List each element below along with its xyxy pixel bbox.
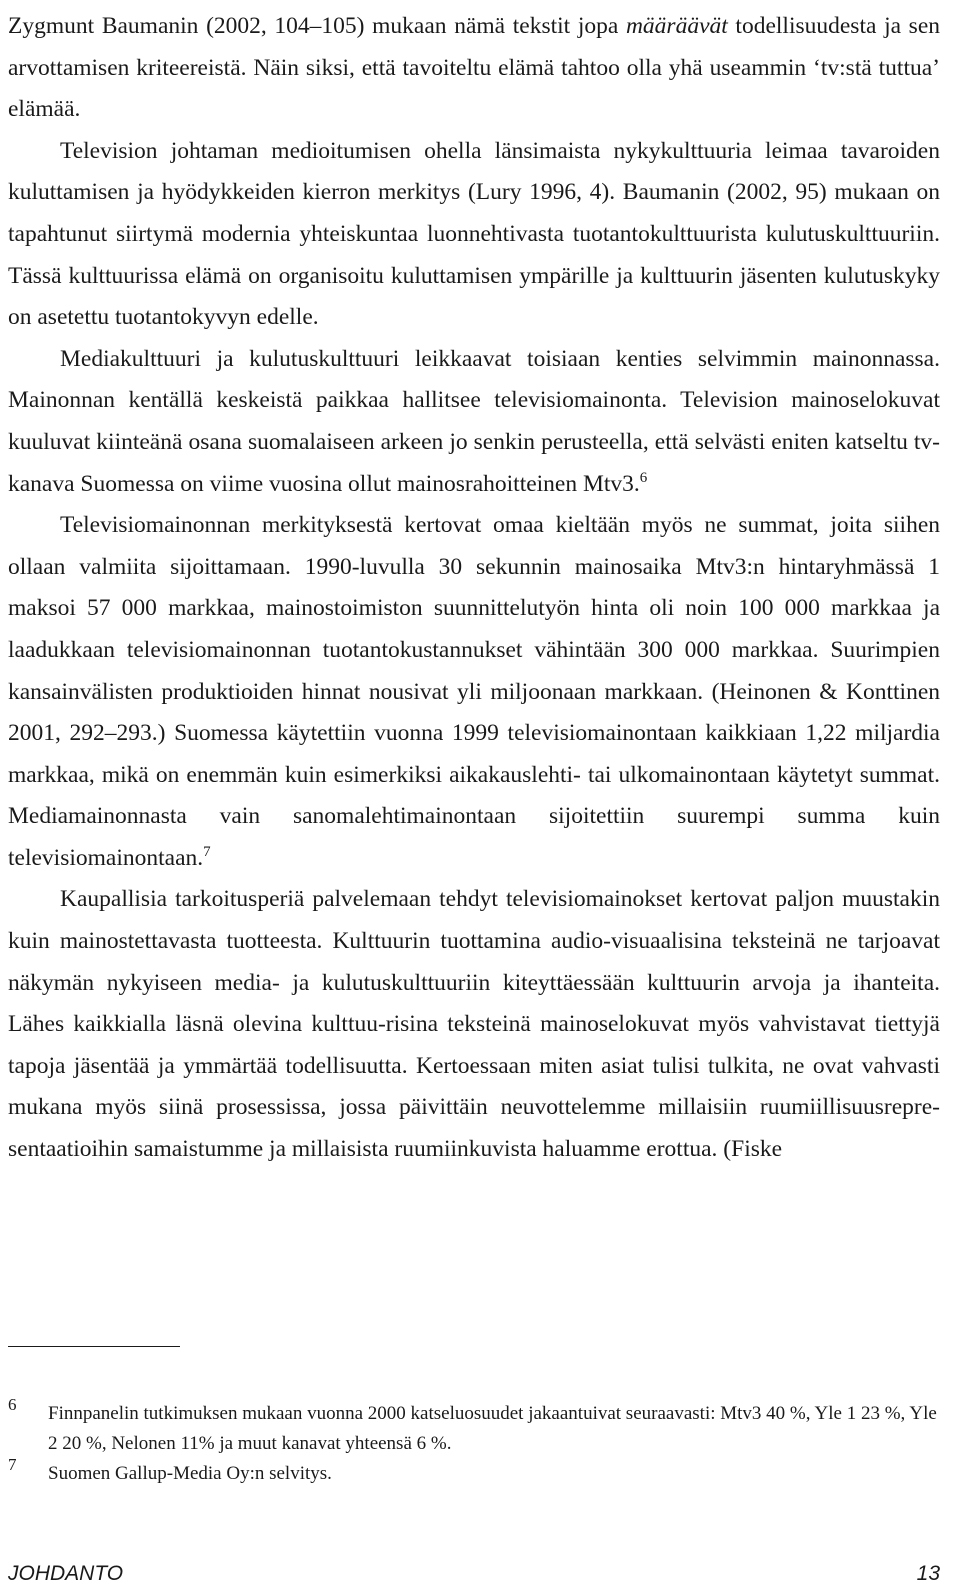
footnote-divider	[8, 1346, 180, 1347]
body-paragraph	[8, 339, 940, 505]
paragraph-text: Zygmunt Baumanin (2002, 104–105) mukaan nämä tekstit jopa	[8, 13, 626, 39]
footnote-number: 7	[8, 1455, 17, 1474]
footnote-text: Suomen Gallup-Media Oy:n selvitys.	[48, 1463, 332, 1484]
paragraph-text: Mediakulttuuri ja kulutuskulttuuri leikkaavat toisiaan kenties selvimmin mainonnassa. Mainonnan kentällä keskeistä paikkaa hallitsee televisiomainonta. Television mainoselokuvat kuuluvat kiinteänä osana suomalaiseen arkeen jo senkin perusteella, että selvästi eniten katseltu tv-kanava Suomessa on viime vuosina ollut mainosrahoitteinen Mtv3.	[8, 345, 940, 497]
paragraph-text: Televisiomainonnan merkityksestä kertovat omaa kieltään myös ne summat, joita siihen ollaan valmiita sijoittamaan. 1990-luvulla 30 sekunnin mainosaika Mtv3:n hintaryhmässä 1 maksoi 57 000 markkaa, mainostoimiston suunnittelutyön hinta oli noin 100 000 markkaa ja laadukkaan televisiomainonnan tuotantokustannukset vähintään 300 000 markkaa. Suurimpien kansainvälisten produktioiden hinnat nousivat yli miljoonaan markkaan. (Heinonen & Konttinen 2001, 292–293.) Suomessa käytettiin vuonna 1999 televisiomainontaan kaikkiaan 1,22 miljardia markkaa, mikä on enemmän kuin esimerkiksi aikakauslehti- tai ulkomainontaan käytetyt summat. Mediamainonnasta vain sanomalehtimainontaan sijoitettiin suurempi summa kuin televisiomainontaan.	[8, 512, 940, 871]
footnotes	[8, 1395, 940, 1489]
footnote-number: 6	[8, 1395, 17, 1414]
footnote-reference: 6	[639, 469, 648, 486]
paragraph-text: Kaupallisia tarkoitusperiä palvelemaan tehdyt televisiomainokset kertovat paljon muustakin kuin mainostettavasta tuotteesta. Kulttuurin tuottamina audio-visuaalisina teksteinä ne tarjoavat näkymän nykyiseen media- ja kulutuskulttuuriin kiteyttäessään kulttuurin arvoja ja ihanteita. Lähes kaikkialla läsnä olevina kulttuu-risina teksteinä mainoselokuvat myös vahvistavat tiettyjä tapoja jäsentää ja ymmärtää todellisuutta. Kertoessaan miten asiat tulisi tulkita, ne ovat vahvasti mukana myös siinä prosessissa, jossa päivittäin neuvottelemme millaisiin ruumiillisuusrepre-sentaatioihin samaistumme ja millaisista ruumiinkuvista haluamme erottua. (Fiske	[8, 886, 940, 1163]
footnote-reference: 7	[203, 844, 211, 861]
emphasized-text: määräävät	[625, 13, 728, 39]
body-text	[8, 6, 940, 1171]
page-footer	[8, 1561, 940, 1587]
body-paragraph	[8, 879, 940, 1170]
footnote-text: Finnpanelin tutkimuksen mukaan vuonna 2000 katseluosuudet jakaantuivat seuraavasti: Mtv3 40 %, Yle 1 23 %, Yle 2 20 %, Nelonen 11% ja muut kanavat yhteensä 6 %.	[48, 1403, 937, 1454]
running-footer-section: JOHDANTO	[8, 1562, 124, 1585]
footnote	[8, 1395, 940, 1459]
footnote	[8, 1455, 940, 1489]
page-number: 13	[916, 1562, 940, 1585]
body-paragraph	[8, 505, 940, 879]
body-paragraph	[8, 131, 940, 339]
body-paragraph	[8, 6, 940, 131]
paragraph-text: todellisuudesta ja sen arvottamisen kriteereistä. Näin siksi, että tavoiteltu elämä tahtoo olla yhä useammin ‘tv:stä tuttua’ elämää.	[8, 13, 941, 123]
paragraph-text: Television johtaman medioitumisen ohella länsimaista nykykulttuuria leimaa tavaroiden kuluttamisen ja hyödykkeiden kierron merkitys (Lury 1996, 4). Baumanin (2002, 95) mukaan on tapahtunut siirtymä modernia yhteiskuntaa luonnehtivasta tuotantokulttuurista kulutuskulttuuriin. Tässä kulttuurissa elämä on organisoitu kuluttamisen ympärille ja kulttuurin jäsenten kulutuskyky on asetettu tuotantokyvyn edelle.	[8, 137, 940, 331]
